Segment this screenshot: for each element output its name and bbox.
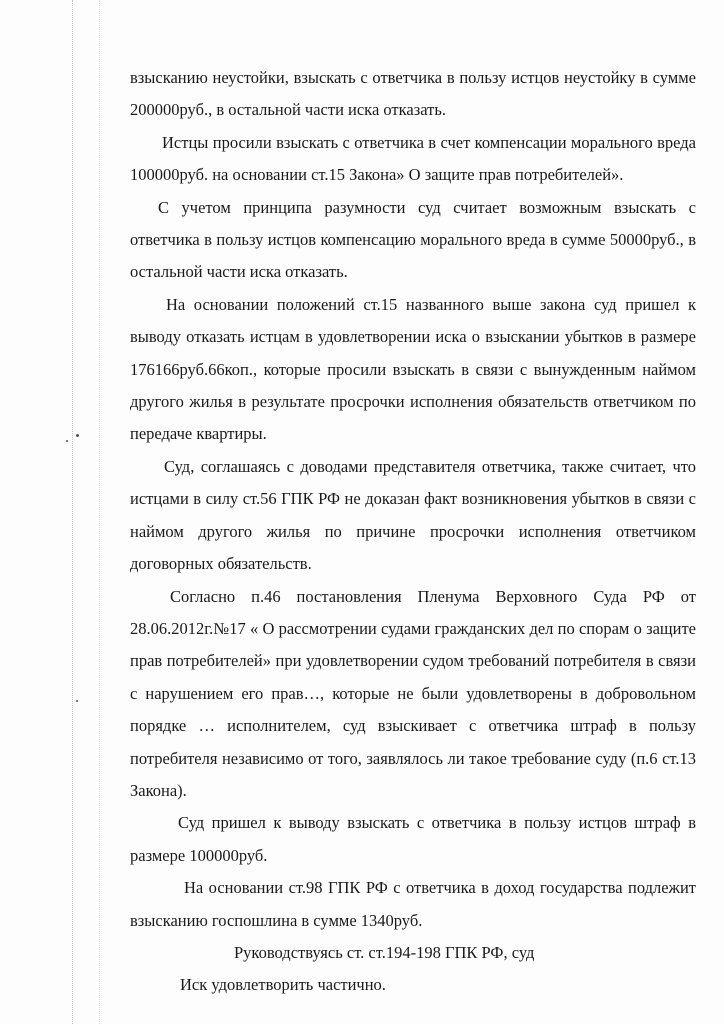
scan-fold-line	[99, 0, 100, 1024]
scan-speck	[76, 700, 78, 702]
scan-speck	[66, 440, 68, 442]
paragraph: Суд пришел к выводу взыскать с ответчика в пользу истцов штраф в размере 100000руб.	[130, 813, 696, 865]
paragraph: взысканию неустойки, взыскать с ответчика в пользу истцов неустойку в сумме 200000руб., в остальной части иска отказать.	[130, 68, 696, 120]
paragraph: Руководствуясь ст. ст.194-198 ГПК РФ, суд	[234, 942, 535, 962]
scan-fold-line	[72, 0, 73, 1024]
document-body	[130, 62, 696, 1002]
paragraph: На основании положений ст.15 названного выше закона суд пришел к выводу отказать истцам в удовлетворении иска о взыскании убытков в размере 176166руб.66коп., которые просили взыскать в связи с вынужденным наймом другого жилья в результате просрочки исполнения обязательств ответчиком по передаче квартиры.	[130, 294, 696, 444]
paragraph: Истцы просили взыскать с ответчика в счет компенсации морального вреда 100000руб. на основании ст.15 Закона» О защите прав потребителей».	[130, 132, 696, 185]
paragraph: С учетом принципа разумности суд считает возможным взыскать с ответчика в пользу истцов компенсацию морального вреда в сумме 50000руб., в остальной части иска отказать.	[130, 197, 696, 282]
paragraph: Иск удовлетворить частично.	[180, 975, 386, 995]
paragraph: Суд, соглашаясь с доводами представителя ответчика, также считает, что истцами в силу ст.56 ГПК РФ не доказан факт возникновения убытков в связи с наймом другого жилья по причине просрочки исполнения ответчиком договорных обязательств.	[130, 456, 696, 574]
paragraph: Согласно п.46 постановления Пленума Верховного Суда РФ от 28.06.2012г.№17 « О рассмотрении судами гражданских дел по спорам о защите прав потребителей» при удовлетворении судом требований потребителя в связи с нарушением его прав…, которые не были удовлетворены в добровольном порядке … исполнителем, суд взыскивает с ответчика штраф в пользу потребителя независимо от того, заявлялось ли такое требование суду (п.6 ст.13 Закона).	[130, 586, 696, 800]
paragraph: На основании ст.98 ГПК РФ с ответчика в доход государства подлежит взысканию госпошлина в сумме 1340руб.	[130, 878, 696, 930]
scan-speck	[76, 434, 79, 437]
